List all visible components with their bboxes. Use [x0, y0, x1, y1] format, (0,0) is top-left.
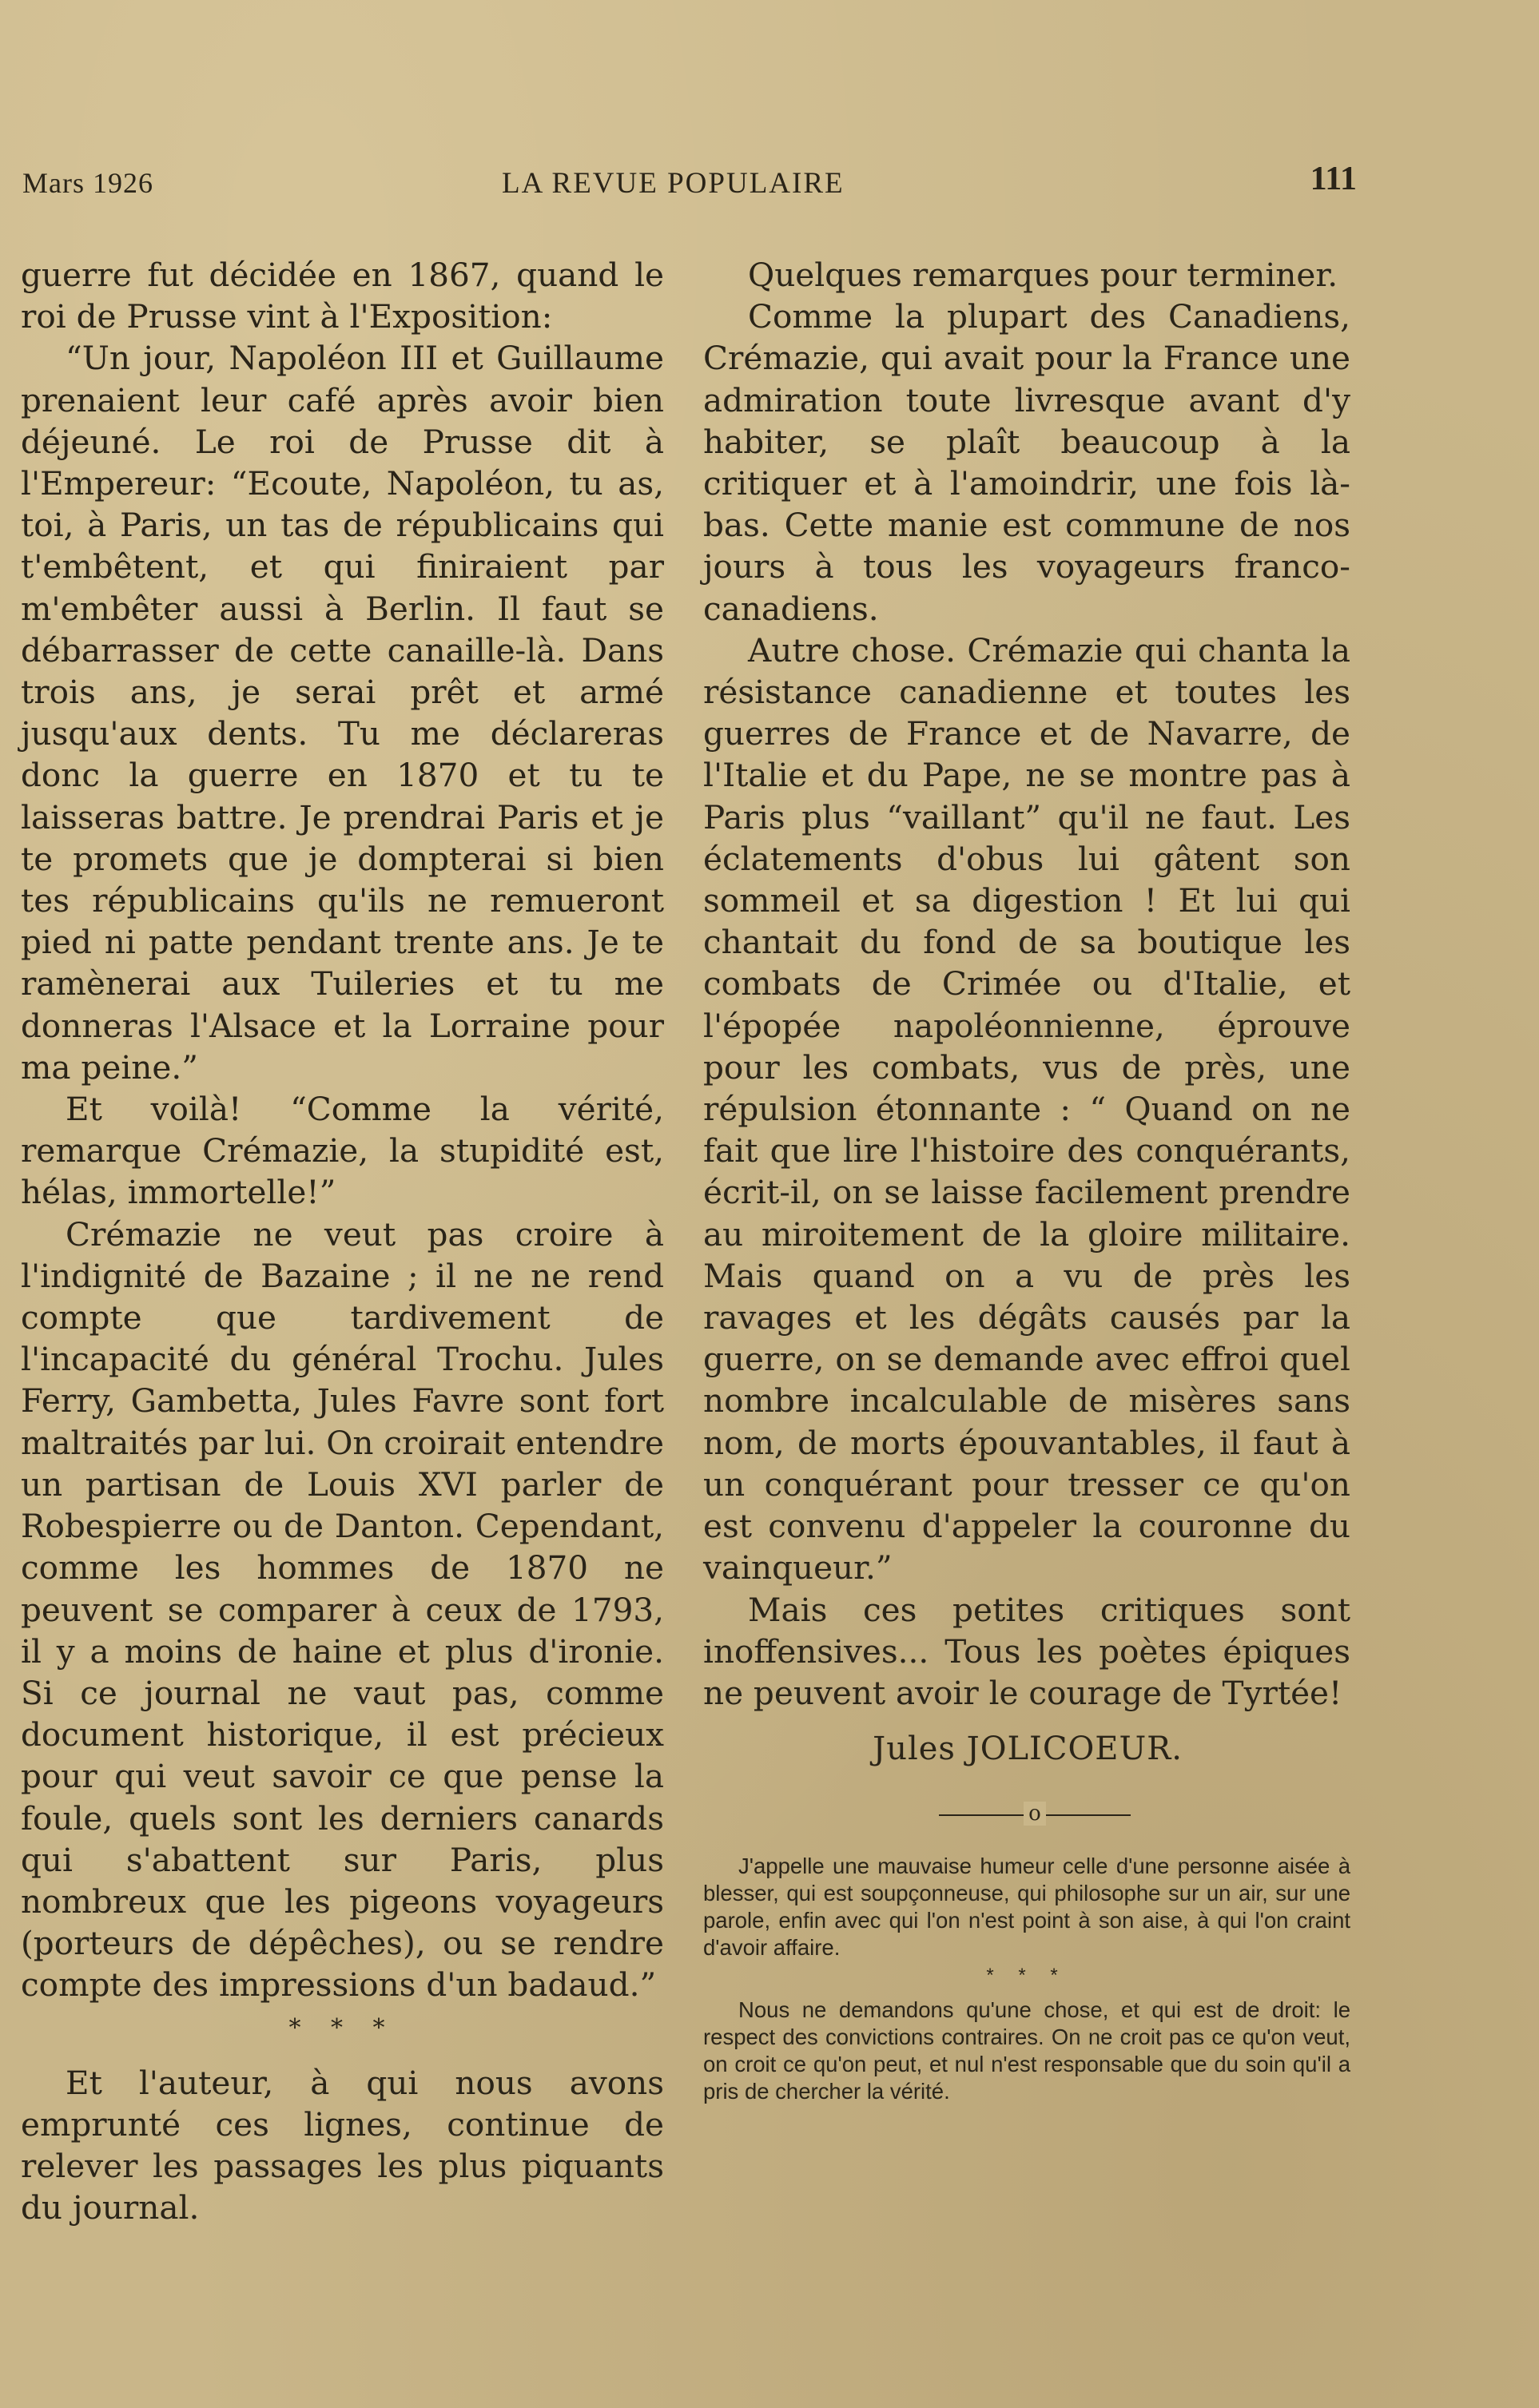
- right-column: [703, 254, 1350, 2105]
- publication-title: LA REVUE POPULAIRE: [502, 167, 845, 200]
- paragraph: Et voilà! “Comme la vérité, remarque Crémazie, la stupidité est, hélas, immortelle!”: [21, 1090, 664, 1212]
- section-break-stars: * * *: [288, 2013, 396, 2042]
- paragraph: Crémazie ne veut pas croire à l'indignité de Bazaine ; il ne ne rend compte que tardivement de l'incapacité du général Trochu. Jules Ferry, Gambetta, Jules Favre sont fort maltraités par lui. On croirait entendre un partisan de Louis XVI parler de Robespierre ou de Danton. Cependant, comme les hommes de 1870 ne peuvent se comparer à ceux de 1793, il y a moins de haine et plus d'ironie. Si ce journal ne vaut pas, comme document historique, il est précieux pour qui veut savoir ce que pense la foule, quels sont les derniers canards qui s'abattent sur Paris, plus nombreux que les pigeons voyageurs (porteurs de dépêches), ou se rendre compte des impressions d'un badaud.”: [21, 1214, 664, 2005]
- left-column: [21, 254, 664, 2228]
- paragraph: Quelques remarques pour terminer.: [748, 256, 1338, 294]
- quote-paragraph: Nous ne demandons qu'une chose, et qui est de droit: le respect des convictions contraires. On ne croit pas ce qu'on veut, on croit ce qu'on peut, et nul n'est responsable que du soin qu'il a pris de chercher la vérité.: [703, 1997, 1350, 2104]
- paragraph: Mais ces petites critiques sont inoffensives... Tous les poètes épiques ne peuvent avoir le courage de Tyrtée!: [703, 1590, 1350, 1712]
- author-signature: Jules JOLICOEUR.: [873, 1731, 1183, 1768]
- paragraph: Comme la plupart des Canadiens, Crémazie, qui avait pour la France une admiration toute livresque avant d'y habiter, se plaît beaucoup à la critiquer et à l'amoindrir, une fois là-bas. Cette manie est commune de nos jours à tous les voyageurs franco-canadiens.: [703, 297, 1350, 628]
- paragraph: guerre fut décidée en 1867, quand le roi de Prusse vint à l'Exposition:: [21, 256, 664, 336]
- quote-break-stars: * * *: [986, 1965, 1068, 1987]
- issue-date: Mars 1926: [22, 167, 153, 199]
- quote-paragraph: J'appelle une mauvaise humeur celle d'une personne aisée à blesser, qui est soupçonneuse, qui philosophe sur un air, sur une parole, enfin avec qui l'on n'est point à son aise, à qui l'on craint d'avoir affaire.: [703, 1854, 1350, 1961]
- paragraph: Et l'auteur, à qui nous avons emprunté ces lignes, continue de relever les passages les plus piquants du journal.: [21, 2063, 664, 2227]
- paragraph: “Un jour, Napoléon III et Guillaume prenaient leur café après avoir bien déjeuné. Le roi de Prusse dit à l'Empereur: “Ecoute, Napoléon, tu as, toi, à Paris, un tas de républicains qui t'embêtent, et qui finiraient par m'embêter aussi à Berlin. Il faut se débarrasser de cette canaille-là. Dans trois ans, je serai prêt et armé jusqu'aux dents. Tu me déclareras donc la guerre en 1870 et tu te laisseras battre. Je prendrai Paris et je te promets que je dompterai si bien tes républicains qu'ils ne remueront pied ni patte pendant trente ans. Je te ramènerai aux Tuileries et tu me donneras l'Alsace et la Lorraine pour ma peine.”: [21, 339, 664, 1087]
- separator-mark: o: [1024, 1802, 1046, 1826]
- page-number: 111: [1310, 161, 1357, 197]
- page-header: [22, 160, 1357, 208]
- paragraph: Autre chose. Crémazie qui chanta la résistance canadienne et toutes les guerres de France et de Navarre, de l'Italie et du Pape, ne se montre pas à Paris plus “vaillant” qu'il ne faut. Les éclatements d'obus lui gâtent son sommeil et sa digestion ! Et lui qui chantait du fond de sa boutique les combats de Crimée ou d'Italie, et l'épopée napoléonnienne, éprouve pour les combats, vus de près, une répulsion étonnante : “ Quand on ne fait que lire l'histoire des conquérants, écrit-il, on se laisse facilement prendre au miroitement de la gloire militaire. Mais quand on a vu de près les ravages et les dégâts causés par la guerre, on se demande avec effroi quel nombre incalculable de misères sans nom, de morts épouvantables, il faut à un conquérant pour tresser ce qu'on est convenu d'appeler la couronne du vainqueur.”: [703, 630, 1350, 1587]
- filler-quotes: [703, 1853, 1350, 2105]
- separator-rule: [939, 1802, 1131, 1826]
